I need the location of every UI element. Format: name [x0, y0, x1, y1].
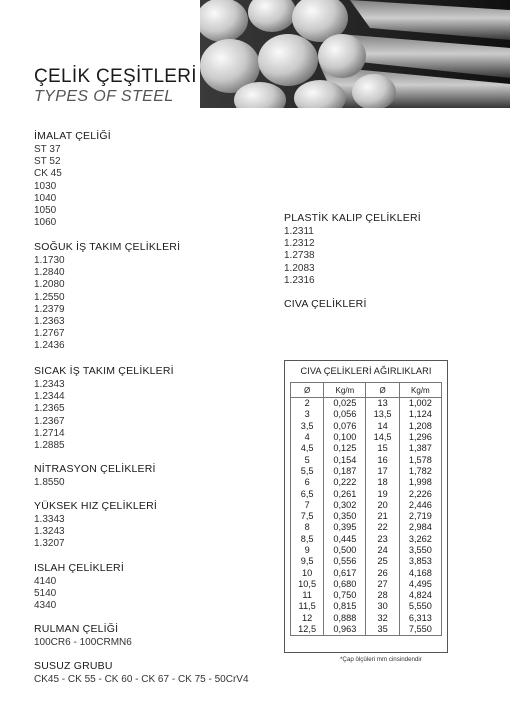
weight-cell: 0,617	[324, 567, 366, 578]
diameter-cell: 9	[291, 545, 324, 556]
list-item: ST 52	[34, 156, 61, 168]
list-item: 1.3343	[34, 514, 65, 525]
weight-cell: 4,824	[399, 590, 441, 601]
group-title: SICAK İŞ TAKIM ÇELİKLERİ	[34, 365, 174, 377]
table-row	[291, 500, 442, 511]
diameter-cell: 19	[366, 488, 399, 499]
weights-table-box	[284, 360, 448, 653]
weight-cell: 1,998	[399, 477, 441, 488]
weight-cell: 1,124	[399, 409, 441, 420]
list-item: 1.2436	[34, 340, 65, 352]
weight-header: Kg/m	[324, 383, 366, 398]
diameter-cell: 9,5	[291, 556, 324, 567]
weight-cell: 0,076	[324, 421, 366, 432]
steel-bars-photo	[200, 0, 510, 108]
diameter-cell: 30	[366, 601, 399, 612]
table-row	[291, 511, 442, 522]
page-subtitle: TYPES OF STEEL	[34, 88, 174, 105]
weight-cell: 3,550	[399, 545, 441, 556]
table-row	[291, 398, 442, 410]
diameter-cell: 7,5	[291, 511, 324, 522]
weight-cell: 0,302	[324, 500, 366, 511]
page-title: ÇELİK ÇEŞİTLERİ	[34, 66, 197, 87]
list-item: 1.2365	[34, 403, 65, 415]
list-item: 1.2367	[34, 415, 65, 427]
weight-cell: 1,296	[399, 432, 441, 443]
diameter-cell: 28	[366, 590, 399, 601]
diameter-cell: 8	[291, 522, 324, 533]
weight-cell: 0,750	[324, 590, 366, 601]
steel-group-imalat	[34, 130, 111, 229]
page-heading	[34, 66, 197, 106]
weight-cell: 0,222	[324, 477, 366, 488]
weight-cell: 0,500	[324, 545, 366, 556]
diameter-cell: 16	[366, 454, 399, 465]
group-title: SUSUZ GRUBU	[34, 660, 113, 672]
weight-cell: 0,125	[324, 443, 366, 454]
diameter-cell: 2	[291, 398, 324, 410]
list-item: 1050	[34, 205, 57, 217]
list-item: CK 45	[34, 168, 62, 180]
diameter-cell: 13,5	[366, 409, 399, 420]
table-row	[291, 454, 442, 465]
weight-cell: 0,395	[324, 522, 366, 533]
list-item: 1030	[34, 180, 57, 192]
list-item: 1.1730	[34, 255, 65, 266]
weight-cell: 6,313	[399, 613, 441, 624]
table-footnote: *Çap ölçüleri mm cinsindendir	[340, 656, 422, 663]
list-item: 1.3243	[34, 526, 65, 538]
steel-group-soguk-is	[34, 241, 180, 353]
table-row	[291, 567, 442, 578]
table-row	[291, 624, 442, 636]
list-item: 1040	[34, 192, 57, 204]
list-item: 1.2738	[284, 250, 315, 262]
list-item: 1060	[34, 217, 57, 229]
table-header-row	[291, 383, 442, 398]
diameter-cell: 21	[366, 511, 399, 522]
weight-cell: 0,350	[324, 511, 366, 522]
table-row	[291, 613, 442, 624]
table-row	[291, 522, 442, 533]
group-title: NİTRASYON ÇELİKLERİ	[34, 463, 156, 475]
diameter-cell: 12	[291, 613, 324, 624]
diameter-cell: 8,5	[291, 534, 324, 545]
list-item: 1.2344	[34, 391, 65, 403]
weight-cell: 3,853	[399, 556, 441, 567]
diameter-cell: 32	[366, 613, 399, 624]
list-item: 1.8550	[34, 477, 65, 488]
diameter-cell: 6,5	[291, 488, 324, 499]
weight-cell: 4,495	[399, 579, 441, 590]
diameter-cell: 10,5	[291, 579, 324, 590]
weight-cell: 2,446	[399, 500, 441, 511]
weight-cell: 0,445	[324, 534, 366, 545]
weight-cell: 1,002	[399, 398, 441, 410]
group-title: YÜKSEK HIZ ÇELİKLERİ	[34, 500, 158, 512]
weights-table-title: CIVA ÇELİKLERİ AĞIRLIKLARI	[300, 366, 432, 376]
steel-group-civa	[284, 298, 367, 312]
list-item: 100CR6 - 100CRMN6	[34, 637, 132, 648]
weight-cell: 1,578	[399, 454, 441, 465]
weight-cell: 7,550	[399, 624, 441, 636]
group-title: ISLAH ÇELİKLERİ	[34, 562, 124, 574]
diameter-cell: 25	[366, 556, 399, 567]
group-title: SOĞUK İŞ TAKIM ÇELİKLERİ	[34, 241, 181, 253]
steel-group-nitrasyon	[34, 463, 156, 489]
diameter-cell: 11	[291, 590, 324, 601]
weight-cell: 0,556	[324, 556, 366, 567]
diameter-cell: 15	[366, 443, 399, 454]
table-row	[291, 556, 442, 567]
weight-cell: 0,261	[324, 488, 366, 499]
diameter-cell: 24	[366, 545, 399, 556]
weight-cell: 0,680	[324, 579, 366, 590]
diameter-cell: 22	[366, 522, 399, 533]
weight-header: Kg/m	[399, 383, 441, 398]
list-item: 1.2312	[284, 238, 315, 250]
weight-cell: 1,782	[399, 466, 441, 477]
list-item: 1.2363	[34, 316, 65, 328]
list-item: 1.2080	[34, 279, 65, 291]
weight-cell: 2,226	[399, 488, 441, 499]
weight-cell: 0,815	[324, 601, 366, 612]
weight-cell: 4,168	[399, 567, 441, 578]
diameter-cell: 5,5	[291, 466, 324, 477]
weight-cell: 0,025	[324, 398, 366, 410]
diameter-cell: 14,5	[366, 432, 399, 443]
steel-group-plastik-kalip	[284, 212, 421, 287]
diameter-cell: 5	[291, 454, 324, 465]
diameter-cell: 7	[291, 500, 324, 511]
table-row	[291, 579, 442, 590]
diameter-cell: 3,5	[291, 421, 324, 432]
diameter-cell: 23	[366, 534, 399, 545]
table-row	[291, 432, 442, 443]
weight-cell: 0,888	[324, 613, 366, 624]
weight-cell: 5,550	[399, 601, 441, 612]
steel-group-susuz	[34, 660, 249, 686]
diameter-cell: 6	[291, 477, 324, 488]
weight-cell: 3,262	[399, 534, 441, 545]
group-title: PLASTİK KALIP ÇELİKLERİ	[284, 212, 421, 224]
list-item: 5140	[34, 588, 57, 600]
diameter-cell: 14	[366, 421, 399, 432]
steel-group-islah	[34, 562, 124, 613]
table-row	[291, 443, 442, 454]
list-item: 1.2083	[284, 262, 315, 274]
steel-group-yuksek-hiz	[34, 500, 157, 551]
weight-cell: 2,719	[399, 511, 441, 522]
weight-cell: 2,984	[399, 522, 441, 533]
weights-table	[290, 382, 442, 636]
table-row	[291, 466, 442, 477]
table-row	[291, 545, 442, 556]
table-row	[291, 534, 442, 545]
group-title: RULMAN ÇELİĞİ	[34, 623, 119, 635]
list-item: 4140	[34, 576, 57, 587]
list-item: 4340	[34, 600, 57, 612]
diameter-cell: 17	[366, 466, 399, 477]
steel-group-rulman	[34, 623, 132, 649]
diameter-cell: 18	[366, 477, 399, 488]
diameter-cell: 3	[291, 409, 324, 420]
diameter-cell: 4	[291, 432, 324, 443]
weight-cell: 1,208	[399, 421, 441, 432]
list-item: 1.2311	[284, 226, 314, 237]
table-row	[291, 421, 442, 432]
list-item: 1.2767	[34, 328, 65, 340]
table-row	[291, 477, 442, 488]
table-row	[291, 488, 442, 499]
list-item: 1.3207	[34, 538, 65, 550]
diameter-cell: 12,5	[291, 624, 324, 636]
table-row	[291, 601, 442, 612]
steel-group-sicak-is	[34, 365, 174, 452]
diameter-cell: 10	[291, 567, 324, 578]
weight-cell: 1,387	[399, 443, 441, 454]
weight-cell: 0,100	[324, 432, 366, 443]
group-title: CIVA ÇELİKLERİ	[284, 298, 367, 310]
weight-cell: 0,963	[324, 624, 366, 636]
diameter-cell: 13	[366, 398, 399, 410]
list-item: 1.2550	[34, 291, 65, 303]
list-item: 1.2379	[34, 303, 65, 315]
group-title: İMALAT ÇELİĞİ	[34, 130, 111, 142]
list-item: 1.2714	[34, 427, 65, 439]
diameter-cell: 4,5	[291, 443, 324, 454]
list-item: ST 37	[34, 144, 61, 155]
diameter-cell: 20	[366, 500, 399, 511]
weight-cell: 0,056	[324, 409, 366, 420]
table-row	[291, 409, 442, 420]
list-item: 1.2885	[34, 440, 65, 452]
list-item: CK45 - CK 55 - CK 60 - CK 67 - CK 75 - 50CrV4	[34, 674, 249, 685]
table-row	[291, 590, 442, 601]
list-item: 1.2343	[34, 379, 65, 390]
diameter-cell: 27	[366, 579, 399, 590]
list-item: 1.2316	[284, 274, 315, 286]
list-item: 1.2840	[34, 267, 65, 279]
weight-cell: 0,154	[324, 454, 366, 465]
diameter-header: Ø	[366, 383, 399, 398]
weight-cell: 0,187	[324, 466, 366, 477]
diameter-cell: 26	[366, 567, 399, 578]
diameter-cell: 11,5	[291, 601, 324, 612]
diameter-header: Ø	[291, 383, 324, 398]
diameter-cell: 35	[366, 624, 399, 636]
